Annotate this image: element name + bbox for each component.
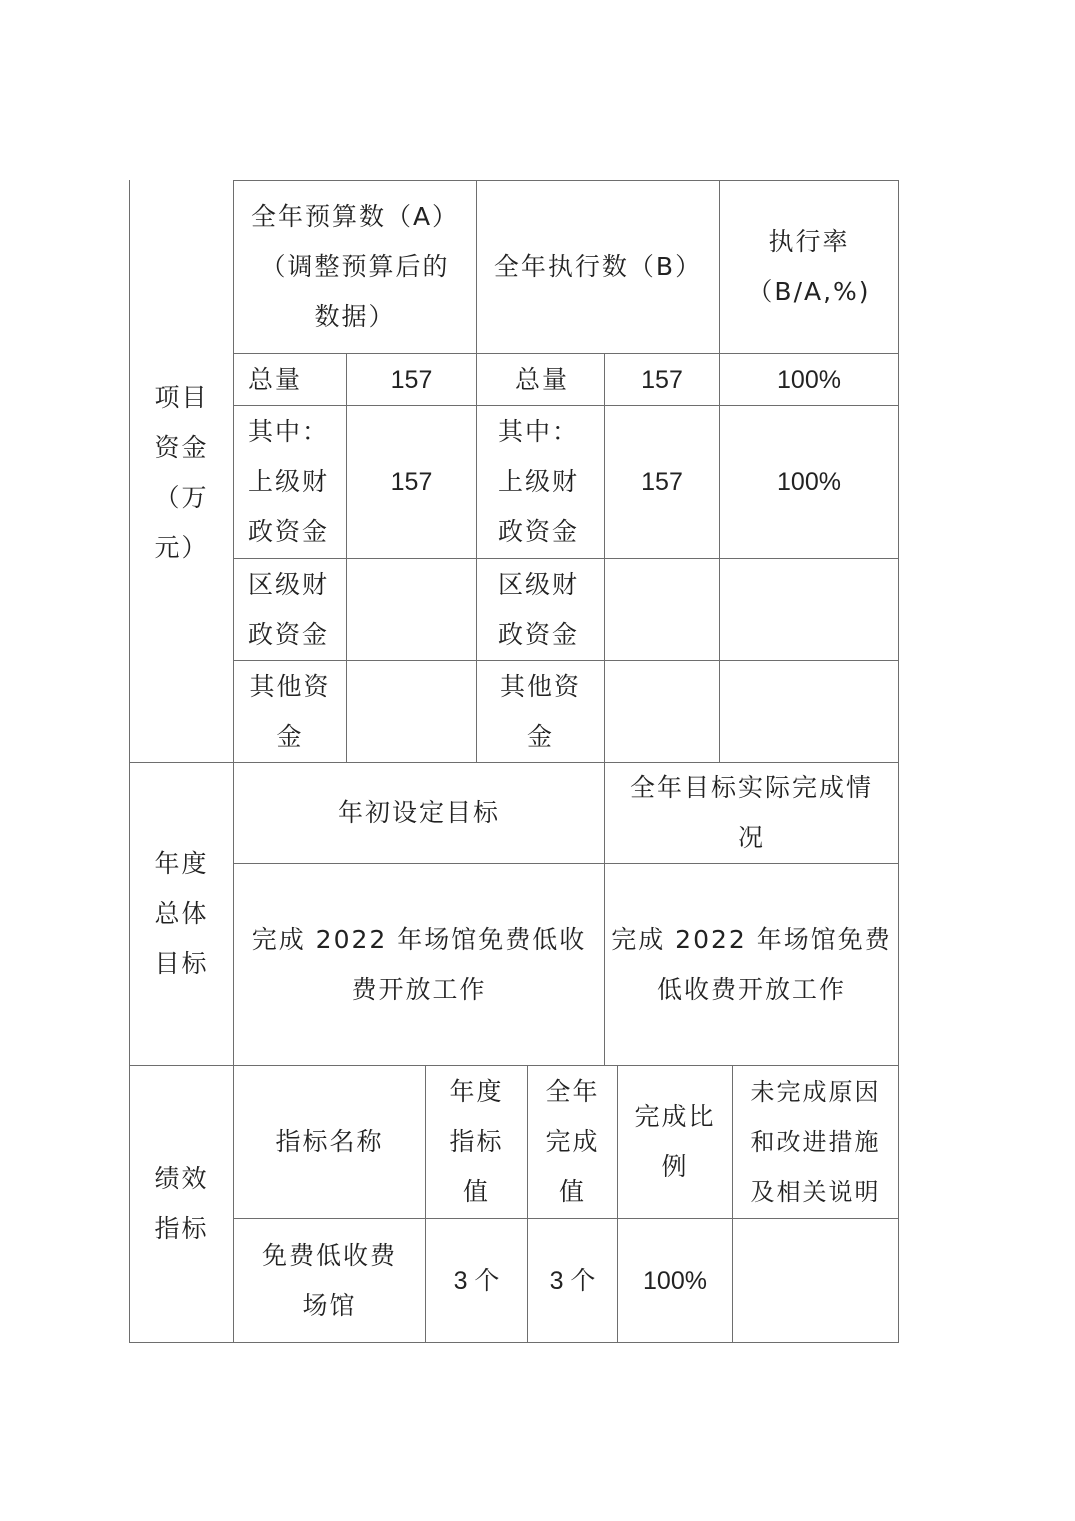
indicator-name-value: 免费低收费 场馆 (261, 1240, 397, 1320)
rate-superior-value: 100% (777, 468, 841, 496)
exec-district-value (605, 559, 719, 660)
initial-goal-text: 完成 2022 年场馆免费低收 费开放工作 (251, 924, 587, 1004)
rate-total-value: 100% (777, 365, 841, 394)
execution-header: 全年执行数（B） (493, 252, 703, 281)
actual-goal-header: 全年目标实际完成情 况 (629, 773, 873, 852)
indicator-target-header: 年度 指标 值 (449, 1077, 504, 1206)
budget-header: 全年预算数（A） （调整预算后的 数据） (250, 202, 460, 331)
exec-superior-value: 157 (641, 468, 683, 496)
rate-district-value (720, 559, 898, 660)
indicator-done-header: 全年 完成 值 (545, 1077, 600, 1206)
performance-label: 绩效 指标 (154, 1164, 209, 1243)
initial-goal-header: 年初设定目标 (337, 798, 500, 827)
budget-superior-label: 其中： 上级财 政资金 (248, 417, 330, 546)
exec-total-label: 总量 (515, 364, 570, 394)
indicator-target-value: 3 个 (453, 1266, 500, 1295)
budget-district-label: 区级财 政资金 (248, 569, 330, 649)
project-funds-label: 项目 资金 （万 元） (154, 383, 209, 562)
table-border (898, 180, 899, 1343)
indicator-note-value (733, 1219, 898, 1342)
budget-total-label: 总量 (248, 364, 303, 394)
budget-superior-value: 157 (390, 468, 433, 496)
rate-other-value (720, 661, 898, 762)
indicator-ratio-value: 100% (643, 1266, 707, 1295)
indicator-note-header: 未完成原因 和改进措施 及相关说明 (750, 1078, 881, 1206)
exec-total-value: 157 (641, 365, 683, 394)
actual-goal-text: 完成 2022 年场馆免费 低收费开放工作 (611, 924, 892, 1004)
annual-goal-label: 年度 总体 目标 (154, 849, 209, 978)
exec-district-label: 区级财 政资金 (498, 569, 580, 649)
exec-other-value (605, 661, 719, 762)
indicator-ratio-header: 完成比 例 (634, 1102, 716, 1181)
budget-other-label: 其他资 金 (249, 671, 331, 751)
indicator-name-header: 指标名称 (275, 1127, 384, 1156)
table-border (129, 1342, 899, 1343)
exec-superior-label: 其中： 上级财 政资金 (498, 417, 580, 546)
budget-total-value: 157 (390, 365, 433, 394)
budget-district-value (347, 559, 476, 660)
rate-header: 执行率 （B/A,%) (747, 227, 871, 306)
exec-other-label: 其他资 金 (499, 671, 581, 751)
indicator-done-value: 3 个 (549, 1266, 596, 1295)
budget-other-value (347, 661, 476, 762)
